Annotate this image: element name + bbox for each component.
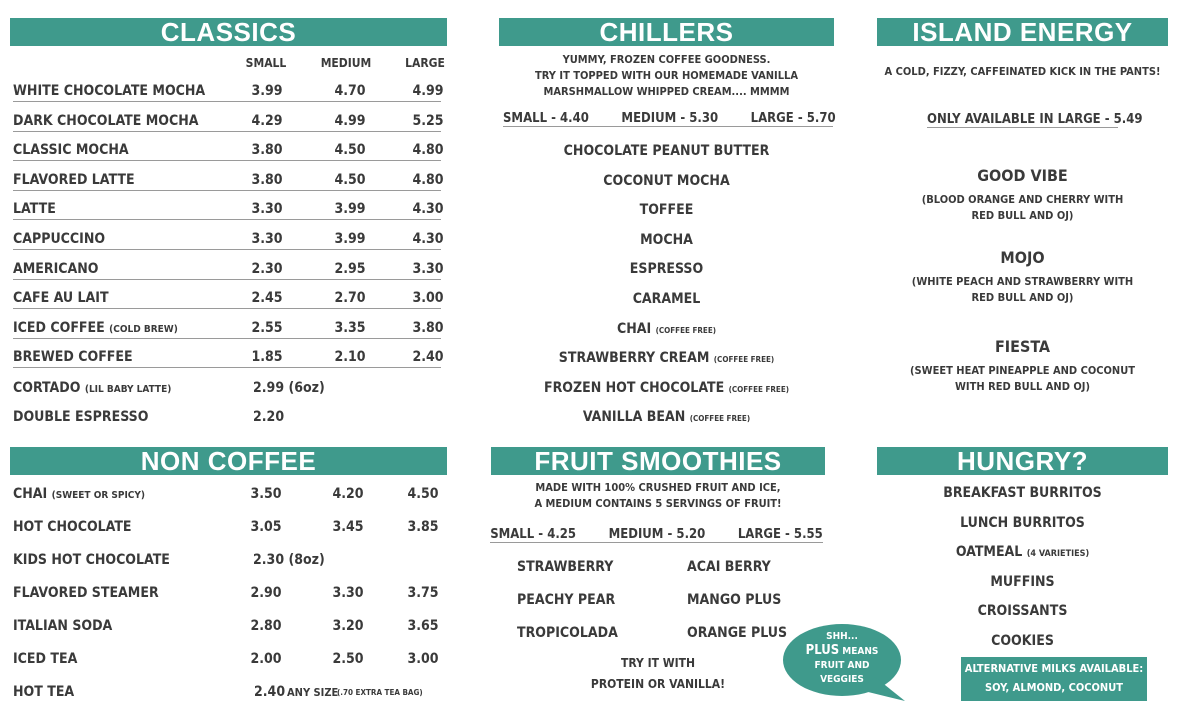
menu-item-hot-tea: HOT TEA 2.40 ANY SIZE (.70 EXTRA TEA BAG) [13, 684, 423, 700]
price-medium: 3.20 [332, 618, 364, 634]
smoothie-item: TROPICOLADA [517, 625, 618, 641]
smoothie-item: ACAI BERRY [687, 559, 771, 575]
chillers-description: YUMMY, FROZEN COFFEE GOODNESS. TRY IT TOPPED WITH OUR HOMEMADE VANILLA MARSHMALLOW WHIPPED CREAM.... MMMM [535, 53, 798, 98]
chiller-item: ESPRESSO [629, 261, 704, 278]
price-large: 3.85 [407, 519, 439, 535]
menu-item-classic: CAPPUCCINO 3.30 3.99 4.30 [13, 231, 441, 250]
price-medium: 3.35 [334, 319, 366, 336]
alt-milks-box [961, 657, 1147, 701]
price-large: 3.30 [412, 260, 444, 277]
food-item: CROISSANTS [977, 603, 1068, 620]
island-drink-desc: (WHITE PEACH AND STRAWBERRY WITH RED BULL AND OJ) [911, 275, 1134, 304]
smoothie-item: ORANGE PLUS [687, 625, 788, 641]
menu-item-classic: BREWED COFFEE 1.85 2.10 2.40 [13, 349, 441, 368]
food-item: OATMEAL (4 VARIETIES) [955, 544, 1090, 561]
size-medium-label: MEDIUM [320, 56, 372, 70]
chiller-item: CARAMEL [632, 291, 701, 307]
price-medium: 4.50 [334, 142, 366, 159]
chiller-item: MOCHA [640, 231, 693, 248]
price-large: 4.80 [412, 171, 444, 188]
menu-item-noncoffee: ITALIAN SODA 2.80 3.20 3.65 [13, 618, 453, 636]
menu-item-classic: WHITE CHOCOLATE MOCHA 3.99 4.70 4.99 [13, 83, 441, 102]
price-medium: 2.10 [334, 349, 366, 366]
smoothie-item: STRAWBERRY [517, 559, 614, 575]
menu-item-noncoffee: ICED TEA 2.00 2.50 3.00 [13, 651, 453, 669]
smoothie-item: PEACHY PEAR [517, 592, 616, 608]
price-medium: 2.50 [332, 651, 364, 667]
island-drink-name: FIESTA [994, 337, 1051, 356]
smoothies-description: MADE WITH 100% CRUSHED FRUIT AND ICE, A MEDIUM CONTAINS 5 SERVINGS OF FRUIT! [534, 481, 782, 510]
island-energy-header: ISLAND ENERGY [877, 18, 1168, 46]
price-small: 3.80 [251, 171, 283, 188]
menu-item-noncoffee: HOT CHOCOLATE 3.05 3.45 3.85 [13, 519, 453, 537]
price-small: 2.00 [250, 651, 282, 667]
price-large: 3.80 [412, 319, 444, 336]
price-large: 4.50 [407, 486, 439, 502]
price-small: 3.05 [250, 519, 282, 535]
menu-item-classic: ICED COFFEE (COLD BREW) 2.55 3.35 3.80 [13, 320, 441, 339]
price-small: 3.50 [250, 486, 282, 502]
price-medium: 4.70 [334, 83, 366, 99]
island-availability: ONLY AVAILABLE IN LARGE - 5.49 [927, 112, 1143, 127]
chiller-item: TOFFEE [639, 202, 694, 219]
alt-milks-title: ALTERNATIVE MILKS AVAILABLE: [964, 662, 1144, 675]
food-item: BREAKFAST BURRITOS [943, 485, 1102, 501]
price-large: 4.80 [412, 142, 444, 159]
menu-item-classic: FLAVORED LATTE 3.80 4.50 4.80 [13, 172, 441, 191]
chiller-item: VANILLA BEAN (COFFEE FREE) [582, 409, 751, 426]
price-medium: 3.99 [334, 231, 366, 247]
price-large: 4.30 [412, 201, 444, 218]
island-drink-name: GOOD VIBE [977, 166, 1068, 185]
price-medium: 3.30 [332, 585, 364, 601]
menu-item-classic: CLASSIC MOCHA 3.80 4.50 4.80 [13, 142, 441, 161]
chillers-header: CHILLERS [499, 18, 834, 46]
menu-item-noncoffee: FLAVORED STEAMER 2.90 3.30 3.75 [13, 585, 453, 603]
chiller-item: CHOCOLATE PEANUT BUTTER [563, 143, 770, 159]
menu-item-classic: AMERICANO 2.30 2.95 3.30 [13, 261, 441, 280]
island-drink-name: MOJO [1000, 248, 1045, 267]
price-small: 2.55 [251, 319, 283, 336]
price-small: 2.90 [250, 585, 282, 601]
price-large: 3.65 [407, 618, 439, 634]
menu-item-cortado: CORTADO (LIL BABY LATTE) 2.99 (6oz) [13, 380, 325, 396]
price-medium: 3.45 [332, 519, 364, 535]
menu-item-classic: LATTE 3.30 3.99 4.30 [13, 201, 441, 220]
price-small: 2.80 [250, 618, 282, 634]
size-small-label: SMALL [245, 56, 287, 70]
price-large: 5.25 [412, 112, 444, 129]
price-large: 3.00 [407, 651, 439, 667]
chiller-item: CHAI (COFFEE FREE) [616, 320, 717, 337]
menu-item-noncoffee: CHAI (SWEET OR SPICY) 3.50 4.20 4.50 [13, 486, 453, 504]
chillers-sizes: SMALL - 4.40 MEDIUM - 5.30 LARGE - 5.70 [503, 111, 836, 126]
food-item: COOKIES [991, 633, 1054, 649]
speech-bubble-text: SHH... PLUS MEANS FRUIT AND VEGGIES [805, 631, 879, 685]
island-drink-desc: (BLOOD ORANGE AND CHERRY WITH RED BULL AND OJ) [921, 193, 1124, 222]
price-small: 2.45 [251, 290, 283, 307]
noncoffee-header: NON COFFEE [10, 447, 447, 475]
menu-item-double-espresso: DOUBLE ESPRESSO 2.20 [13, 409, 285, 425]
price-large: 4.99 [412, 83, 444, 99]
food-item: MUFFINS [990, 573, 1055, 590]
chiller-item: FROZEN HOT CHOCOLATE (COFFEE FREE) [543, 379, 790, 396]
price-small: 1.85 [251, 349, 283, 366]
price-small: 3.99 [251, 83, 283, 99]
smoothies-header: FRUIT SMOOTHIES [491, 447, 825, 475]
price-large: 2.40 [412, 349, 444, 366]
menu-item-classic: CAFE AU LAIT 2.45 2.70 3.00 [13, 290, 441, 309]
menu-item-classic: DARK CHOCOLATE MOCHA 4.29 4.99 5.25 [13, 113, 441, 132]
food-item: LUNCH BURRITOS [960, 514, 1085, 531]
price-small: 2.30 [251, 260, 283, 277]
smoothies-sizes: SMALL - 4.25 MEDIUM - 5.20 LARGE - 5.55 [490, 527, 823, 542]
size-large-label: LARGE [405, 56, 445, 70]
classics-header: CLASSICS [10, 18, 447, 46]
price-small: 3.80 [251, 142, 283, 159]
smoothies-try: TRY IT WITH PROTEIN OR VANILLA! [590, 656, 726, 691]
menu-item-kids-hot-chocolate: KIDS HOT CHOCOLATE 2.30 (8oz) [13, 552, 325, 568]
price-medium: 4.99 [334, 112, 366, 129]
price-medium: 4.20 [332, 486, 364, 502]
price-medium: 2.95 [334, 260, 366, 277]
price-small: 3.30 [251, 201, 283, 218]
island-drink-desc: (SWEET HEAT PINEAPPLE AND COCONUT WITH RED BULL AND OJ) [910, 364, 1135, 393]
price-small: 3.30 [251, 231, 283, 247]
price-medium: 2.70 [334, 290, 366, 307]
chiller-item: STRAWBERRY CREAM (COFFEE FREE) [558, 350, 775, 367]
price-large: 3.00 [412, 290, 444, 307]
price-medium: 4.50 [334, 171, 366, 188]
price-small: 4.29 [251, 112, 283, 129]
smoothie-item: MANGO PLUS [687, 592, 782, 608]
price-medium: 3.99 [334, 201, 366, 218]
chiller-item: COCONUT MOCHA [603, 172, 730, 189]
alt-milks-list: SOY, ALMOND, COCONUT [984, 681, 1124, 694]
hungry-header: HUNGRY? [877, 447, 1168, 475]
island-tagline: A COLD, FIZZY, CAFFEINATED KICK IN THE PANTS! [884, 65, 1161, 78]
price-large: 3.75 [407, 585, 439, 601]
price-large: 4.30 [412, 231, 444, 247]
